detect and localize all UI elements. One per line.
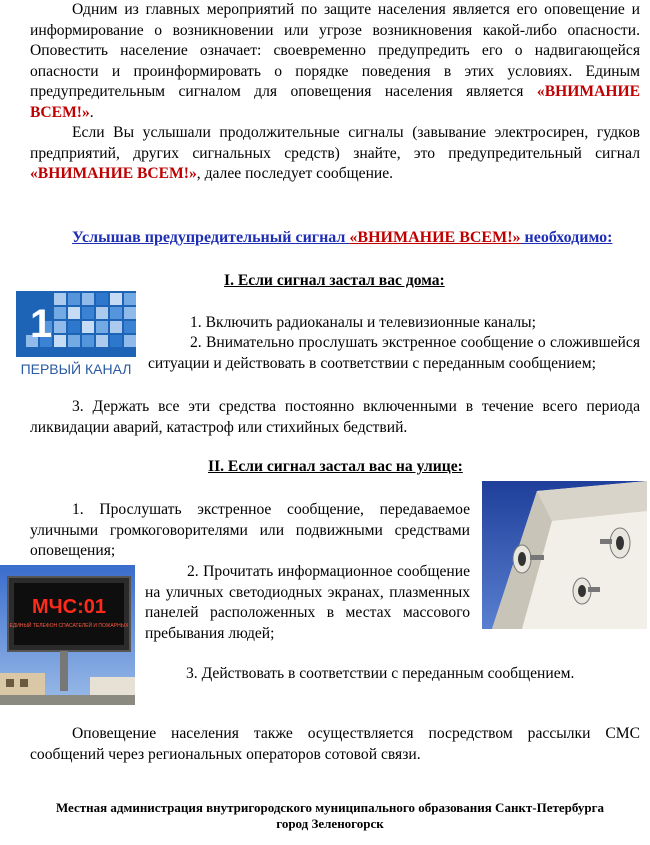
street-item-1: 1. Прослушать экстренное сообщение, передаваемое уличными громкоговорителями или подвижными средствами оповещения; [30, 501, 470, 559]
sms-notification-paragraph: Оповещение населения также осуществляется посредством рассылки СМС сообщений через региональных операторов сотовой связи. [30, 725, 640, 763]
screen-brand: МЧС:01 [31, 596, 107, 618]
led-screen-graphic [0, 565, 135, 705]
home-item-2: 2. Внимательно прослушать экстренное сообщение о сложившейся ситуации и действовать в соответствии с переданным сообщением; [148, 334, 640, 372]
intro-paragraph-1: Одним из главных мероприятий по защите населения является его оповещение и информирование о возникновении или угрозе возникновения какой-либо опасности. Оповестить население означает: своевременно предупредить его о надвигающейся опасности и проинформировать о порядке поведения в этих условиях. Единым предупредительным сигналом для оповещения населения является «ВНИМАНИЕ ВСЕМ!». [30, 1, 640, 121]
screen-subtitle: ЕДИНЫЙ ТЕЛЕФОН СПАСАТЕЛЕЙ И ПОЖАРНЫХ [9, 623, 129, 629]
led-screen-photo [0, 565, 135, 705]
loudspeakers-photo [482, 481, 647, 629]
signal-text: «ВНИМАНИЕ ВСЕМ!» [349, 229, 521, 246]
street-item-2: 2. Прочитать информационное сообщение на уличных светодиодных экранах, плазменных панелей расположенных в местах массового пребывания людей; [145, 563, 470, 642]
section-title-street: II. Если сигнал застал вас на улице: [208, 458, 463, 475]
first-channel-logo [16, 291, 136, 379]
main-heading: Услышав предупредительный сигнал «ВНИМАНИЕ ВСЕМ!» необходимо: [72, 229, 613, 246]
signal-text: «ВНИМАНИЕ ВСЕМ!» [30, 83, 640, 121]
channel-name: ПЕРВЫЙ КАНАЛ [20, 361, 132, 377]
footer-line-1: Местная администрация внутригородского муниципального образования Санкт-Петербурга [55, 800, 605, 815]
home-item-1: 1. Включить радиоканалы и телевизионные каналы; [190, 314, 536, 331]
first-channel-logo-graphic [16, 291, 136, 379]
footer [20, 800, 640, 832]
home-item-3: 3. Держать все эти средства постоянно включенными в течение всего периода ликвидации аварий, катастроф или стихийных бедствий. [30, 398, 640, 436]
footer-line-2: город Зеленогорск [276, 816, 384, 831]
intro-paragraph-2: Если Вы услышали продолжительные сигналы (завывание электросирен, гудков предприятий, других сигнальных средств) знайте, это предупредительный сигнал «ВНИМАНИЕ ВСЕМ!», далее последует сообщение. [30, 124, 640, 182]
street-item-3: 3. Действовать в соответствии с переданным сообщением. [186, 665, 575, 682]
signal-text: «ВНИМАНИЕ ВСЕМ!» [30, 165, 197, 182]
section-title-home: I. Если сигнал застал вас дома: [224, 272, 445, 289]
channel-number: 1 [30, 302, 53, 346]
loudspeakers-graphic [482, 481, 647, 629]
